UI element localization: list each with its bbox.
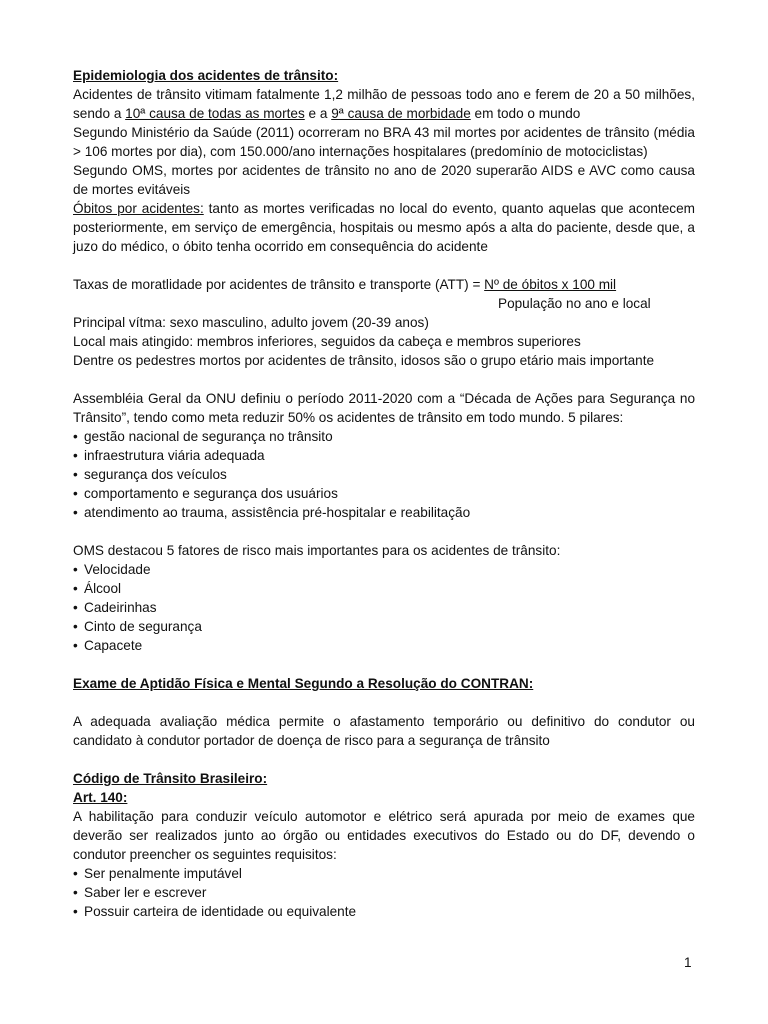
risk-factors-list — [73, 560, 695, 655]
paragraph-obitos-definition: Óbitos por acidentes: tanto as mortes verificadas no local do evento, quanto aquelas que acontecem posteriormente, em serviço de emergência, hospitais ou mesmo após a alta do paciente, desde que, a juzo do médico, o óbito tenha ocorrido em consequência do acidente — [73, 201, 695, 254]
list-item: • segurança dos veículos — [73, 465, 695, 484]
formula-numerator: Nº de óbitos x 100 mil — [484, 277, 617, 292]
article-heading: Art. 140: — [73, 790, 128, 805]
section-heading-epidemiology: Epidemiologia dos acidentes de trânsito: — [73, 68, 339, 83]
formula-denominator: População no ano e local — [498, 296, 651, 311]
formula-label: Taxas de moratlidade por acidentes de trânsito e transporte (ATT) = — [73, 277, 485, 292]
list-item: • Cinto de segurança — [73, 617, 695, 636]
paragraph-oms-2020: Segundo OMS, mortes por acidentes de trânsito no ano de 2020 superarão AIDS e AVC como causa de mortes evitáveis — [73, 163, 695, 197]
list-item: • gestão nacional de segurança no trânsito — [73, 427, 695, 446]
underlined-9th-cause: 9ª causa de morbidade — [331, 106, 471, 121]
document-page — [73, 66, 695, 921]
section-heading-ctb: Código de Trânsito Brasileiro: — [73, 771, 268, 786]
fact-line: Principal vítma: sexo masculino, adulto jovem (20-39 anos) — [73, 315, 429, 330]
fact-line: Local mais atingido: membros inferiores, seguidos da cabeça e membros superiores — [73, 334, 581, 349]
mortality-formula — [73, 275, 695, 313]
page-number: 1 — [684, 955, 692, 970]
list-item: • Cadeirinhas — [73, 598, 695, 617]
pillars-list — [73, 427, 695, 522]
list-item: • Saber ler e escrever — [73, 883, 695, 902]
list-item: • infraestrutura viária adequada — [73, 446, 695, 465]
requirements-list — [73, 864, 695, 921]
paragraph-oms-factors: OMS destacou 5 fatores de risco mais importantes para os acidentes de trânsito: — [73, 543, 561, 558]
section-heading-contran: Exame de Aptidão Física e Mental Segundo a Resolução do CONTRAN: — [73, 676, 534, 691]
list-item: • Álcool — [73, 579, 695, 598]
list-item: • comportamento e segurança dos usuários — [73, 484, 695, 503]
fact-line: Dentre os pedestres mortos por acidentes de trânsito, idosos são o grupo etário mais importante — [73, 353, 655, 368]
paragraph-ministry: Segundo Ministério da Saúde (2011) ocorreram no BRA 43 mil mortes por acidentes de trânsito (média > 106 mortes por dia), com 150.000/ano internações hospitalares (predomínio de motociclistas) — [73, 125, 695, 159]
list-item: • Ser penalmente imputável — [73, 864, 695, 883]
list-item: • Possuir carteira de identidade ou equivalente — [73, 902, 695, 921]
paragraph-medical-evaluation: A adequada avaliação médica permite o afastamento temporário ou definitivo do condutor ou candidato à condutor portador de doença de risco para a segurança de trânsito — [73, 714, 695, 748]
paragraph-fatalities: Acidentes de trânsito vitimam fatalmente 1,2 milhão de pessoas todo ano e ferem de 20 a 50 milhões, sendo a 10ª causa de todas as mortes e a 9ª causa de morbidade em todo o mundo — [73, 87, 695, 121]
obitos-term: Óbitos por acidentes: — [73, 201, 204, 216]
list-item: • atendimento ao trauma, assistência pré-hospitalar e reabilitação — [73, 503, 695, 522]
underlined-10th-cause: 10ª causa de todas as mortes — [125, 106, 305, 121]
paragraph-habilitation: A habilitação para conduzir veículo automotor e elétrico será apurada por meio de exames que deverão ser realizados junto ao órgão ou entidades executivos do Estado ou do DF, devendo o condutor preencher os seguintes requisitos: — [73, 809, 695, 862]
list-item: • Capacete — [73, 636, 695, 655]
paragraph-onu: Assembléia Geral da ONU definiu o período 2011-2020 com a “Década de Ações para Segurança no Trânsito”, tendo como meta reduzir 50% os acidentes de trânsito em todo mundo. 5 pilares: — [73, 391, 695, 425]
list-item: • Velocidade — [73, 560, 695, 579]
